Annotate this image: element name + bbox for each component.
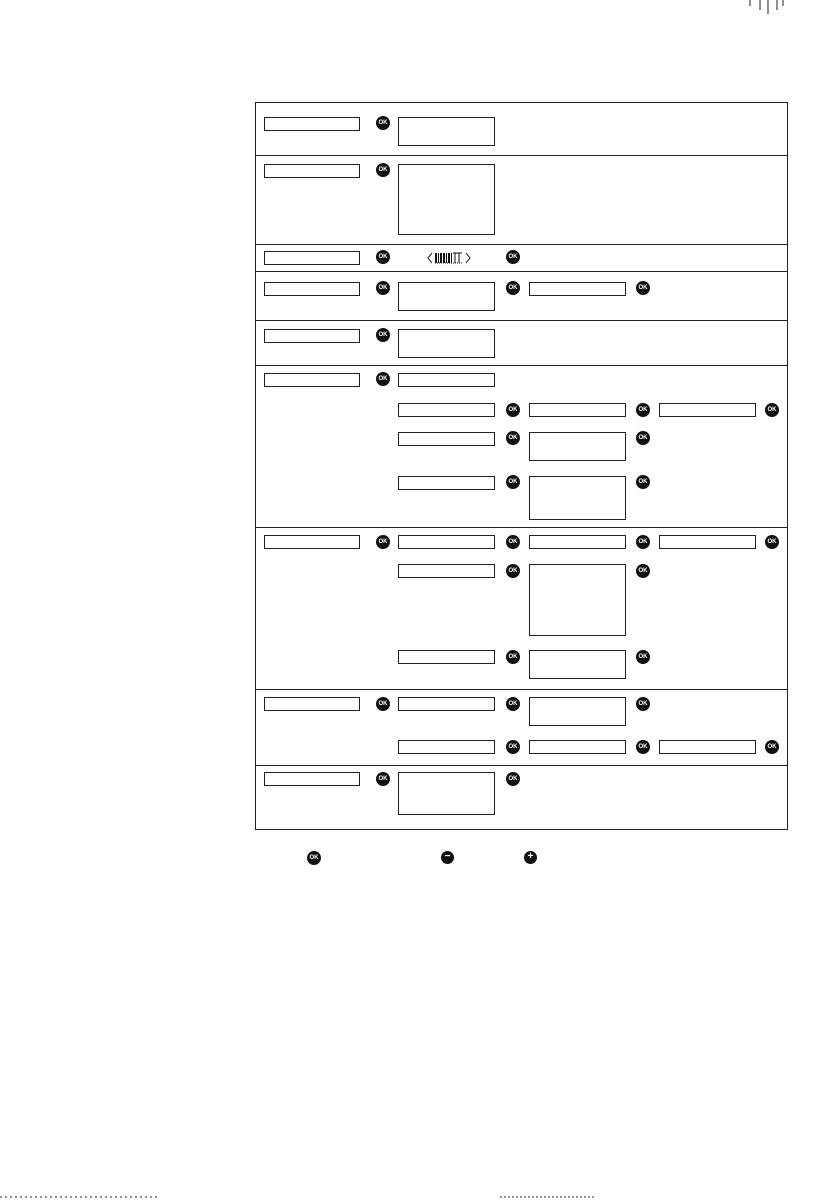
minus-button-icon: − <box>441 851 454 864</box>
display-screen <box>529 476 626 520</box>
ok-button-icon[interactable]: OK <box>506 564 520 578</box>
page-footer-marks <box>0 1186 840 1192</box>
battery-indicator-icon <box>426 251 472 265</box>
menu-item-field[interactable] <box>659 403 756 417</box>
ok-button-icon[interactable]: OK <box>376 535 390 549</box>
display-screen <box>529 564 626 636</box>
submenu-item-field[interactable] <box>398 740 495 754</box>
menu-item-field[interactable] <box>529 740 626 754</box>
submenu-item-field[interactable] <box>398 564 495 578</box>
submenu-item-field[interactable] <box>398 476 495 490</box>
section-divider <box>256 155 787 156</box>
section-divider <box>256 271 787 272</box>
ok-button-icon[interactable]: OK <box>376 163 390 177</box>
ok-button-icon[interactable]: OK <box>765 403 779 417</box>
menu-item-field[interactable] <box>264 282 360 296</box>
submenu-item-field[interactable] <box>398 535 495 549</box>
footer-trim-marks <box>0 1193 840 1199</box>
menu-item-field[interactable] <box>659 535 756 549</box>
ok-button-icon[interactable]: OK <box>636 281 650 295</box>
ok-button-icon[interactable]: OK <box>765 535 779 549</box>
menu-item-field[interactable] <box>264 535 360 549</box>
plus-button-icon: + <box>524 851 537 864</box>
menu-item-field[interactable] <box>264 117 360 131</box>
page-header-marks <box>0 0 840 20</box>
header-trim-marks <box>0 0 840 20</box>
ok-button-icon[interactable]: OK <box>506 403 520 417</box>
display-screen <box>529 432 626 461</box>
ok-button-icon[interactable]: OK <box>636 403 650 417</box>
display-screen <box>529 650 626 679</box>
ok-button-icon[interactable]: OK <box>506 250 520 264</box>
ok-button-icon[interactable]: OK <box>506 650 520 664</box>
menu-item-field[interactable] <box>264 697 360 711</box>
display-screen <box>398 117 495 146</box>
menu-item-field[interactable] <box>264 329 360 343</box>
display-screen <box>529 697 626 726</box>
ok-button-icon[interactable]: OK <box>376 772 390 786</box>
ok-button-icon[interactable]: OK <box>765 740 779 754</box>
ok-button-icon[interactable]: OK <box>376 116 390 130</box>
submenu-item-field[interactable] <box>398 432 495 446</box>
menu-item-field[interactable] <box>529 535 626 549</box>
menu-item-field[interactable] <box>529 403 626 417</box>
display-screen <box>398 164 495 235</box>
ok-button-icon[interactable]: OK <box>506 535 520 549</box>
menu-item-field[interactable] <box>529 282 626 296</box>
ok-button-icon[interactable]: OK <box>376 281 390 295</box>
ok-button-icon[interactable]: OK <box>506 740 520 754</box>
menu-flow-diagram <box>255 102 788 830</box>
section-divider <box>256 320 787 321</box>
ok-button-icon[interactable]: OK <box>506 772 520 786</box>
ok-button-icon[interactable]: OK <box>506 281 520 295</box>
menu-item-field[interactable] <box>264 772 360 786</box>
display-screen <box>398 772 495 815</box>
ok-button-icon[interactable]: OK <box>506 431 520 445</box>
ok-button-icon[interactable]: OK <box>376 372 390 386</box>
ok-button-icon[interactable]: OK <box>636 535 650 549</box>
ok-button-icon[interactable]: OK <box>636 564 650 578</box>
display-screen <box>398 329 495 358</box>
display-screen <box>398 282 495 311</box>
submenu-item-field[interactable] <box>398 650 495 664</box>
ok-button-icon[interactable]: OK <box>506 697 520 711</box>
section-divider <box>256 365 787 366</box>
submenu-item-field[interactable] <box>398 403 495 417</box>
ok-button-icon[interactable]: OK <box>376 328 390 342</box>
ok-button-icon[interactable]: OK <box>376 250 390 264</box>
ok-button-icon[interactable]: OK <box>636 740 650 754</box>
section-divider <box>256 689 787 690</box>
ok-button-icon[interactable]: OK <box>636 475 650 489</box>
ok-button-icon[interactable]: OK <box>636 431 650 445</box>
ok-button-icon: OK <box>307 851 321 865</box>
ok-button-icon[interactable]: OK <box>636 697 650 711</box>
menu-item-field[interactable] <box>264 373 360 387</box>
section-divider <box>256 527 787 528</box>
submenu-item-field[interactable] <box>398 697 495 711</box>
ok-button-icon[interactable]: OK <box>636 650 650 664</box>
menu-item-field[interactable] <box>264 251 360 265</box>
submenu-item-field[interactable] <box>398 373 495 387</box>
section-divider <box>256 244 787 245</box>
section-divider <box>256 765 787 766</box>
menu-item-field[interactable] <box>659 740 756 754</box>
ok-button-icon[interactable]: OK <box>376 697 390 711</box>
menu-item-field[interactable] <box>264 164 360 178</box>
ok-button-icon[interactable]: OK <box>506 475 520 489</box>
button-legend <box>0 851 840 871</box>
